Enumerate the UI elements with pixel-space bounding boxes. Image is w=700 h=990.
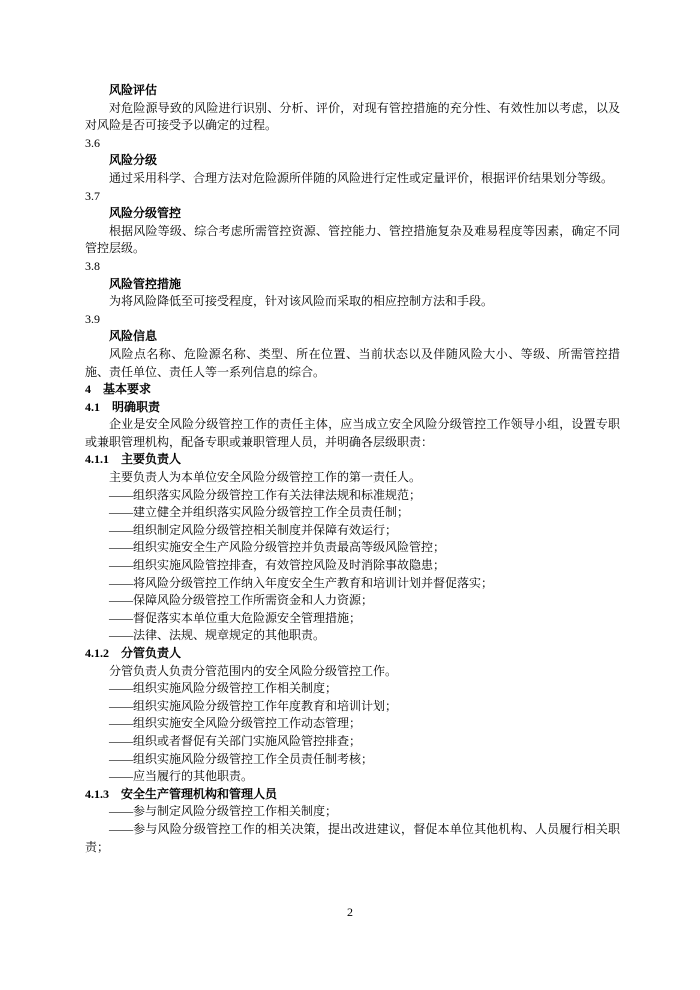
dash-item: ——保障风险分级管控工作所需资金和人力资源； bbox=[109, 593, 374, 608]
term: 风险评估 bbox=[109, 83, 158, 97]
dash-item: ——参与风险分级管控工作的相关决策，提出改进建议，督促本单位其他机构、人员履行相关职责； bbox=[85, 821, 620, 854]
term: 风险分级 bbox=[109, 153, 158, 168]
dash-item: ——将风险分级管控工作纳入年度安全生产教育和培训计划并督促落实； bbox=[109, 575, 494, 590]
sub-heading: 4.1 明确职责 bbox=[85, 399, 161, 414]
paragraph: 企业是安全风险分级管控工作的责任主体，应当成立安全风险分级管控工作领导小组，设置专职或兼职管理机构，配备专职或兼职管理人员，并明确各层级职责： bbox=[85, 417, 620, 449]
dash-item: ——组织实施安全风险分级管控工作动态管理； bbox=[109, 716, 362, 731]
dash-item: ——组织实施风险管控排查，有效管控风险及时消除事故隐患； bbox=[109, 558, 446, 573]
term: 风险管控措施 bbox=[109, 276, 182, 291]
paragraph: 为将风险降低至可接受程度，针对该风险而采取的相应控制方法和手段。 bbox=[109, 294, 494, 309]
dash-item: ——组织落实风险分级管控工作有关法律法规和标准规范； bbox=[109, 487, 422, 502]
paragraph: 通过采用科学、合理方法对危险源所伴随的风险进行定性或定量评价，根据评价结果划分等级。 bbox=[109, 170, 614, 185]
sub-heading: 4.1.3 安全生产管理机构和管理人员 bbox=[85, 786, 278, 801]
dash-item: ——建立健全并组织落实风险分级管控工作全员责任制； bbox=[109, 505, 410, 520]
clause-number: 3.9 bbox=[85, 311, 100, 326]
clause-number: 3.7 bbox=[85, 188, 100, 203]
clause-number: 3.6 bbox=[85, 135, 100, 150]
page-footer bbox=[0, 905, 700, 920]
term: 风险信息 bbox=[109, 329, 158, 344]
dash-item: ——应当履行的其他职责。 bbox=[109, 769, 254, 784]
dash-item: ——组织实施风险分级管控工作年度教育和培训计划； bbox=[109, 698, 398, 713]
dash-item: ——法律、法规、规章规定的其他职责。 bbox=[109, 628, 326, 643]
dash-item: ——组织实施风险分级管控工作全员责任制考核； bbox=[109, 751, 374, 766]
paragraph: 对危险源导致的风险进行识别、分析、评价，对现有管控措施的充分性、有效性加以考虑，以及对风险是否可接受予以确定的过程。 bbox=[85, 100, 620, 133]
dash-item: ——督促落实本单位重大危险源安全管理措施； bbox=[109, 610, 362, 625]
paragraph: 风险点名称、危险源名称、类型、所在位置、当前状态以及伴随风险大小、等级、所需管控措施、责任单位、责任人等一系列信息的综合。 bbox=[85, 346, 620, 379]
dash-item: ——组织实施风险分级管控工作相关制度； bbox=[109, 681, 338, 696]
paragraph: 根据风险等级、综合考虑所需管控资源、管控能力、管控措施复杂及难易程度等因素，确定不同管控层级。 bbox=[85, 223, 620, 256]
term: 风险分级管控 bbox=[109, 206, 182, 221]
paragraph: 主要负责人为本单位安全风险分级管控工作的第一责任人。 bbox=[109, 470, 422, 485]
sub-heading: 4.1.1 主要负责人 bbox=[85, 452, 182, 467]
paragraph: 分管负责人负责分管范围内的安全风险分级管控工作。 bbox=[109, 663, 398, 678]
clause-number: 3.8 bbox=[85, 258, 100, 273]
page-number: 2 bbox=[347, 905, 353, 919]
section-heading: 4 基本要求 bbox=[85, 382, 152, 397]
sub-heading: 4.1.2 分管负责人 bbox=[85, 646, 182, 660]
dash-item: ——组织实施安全生产风险分级管控并负责最高等级风险管控； bbox=[109, 540, 446, 555]
dash-item: ——参与制定风险分级管控工作相关制度； bbox=[109, 804, 338, 819]
dash-item: ——组织或者督促有关部门实施风险管控排查； bbox=[109, 733, 362, 748]
dash-item: ——组织制定风险分级管控相关制度并保障有效运行； bbox=[109, 522, 398, 537]
